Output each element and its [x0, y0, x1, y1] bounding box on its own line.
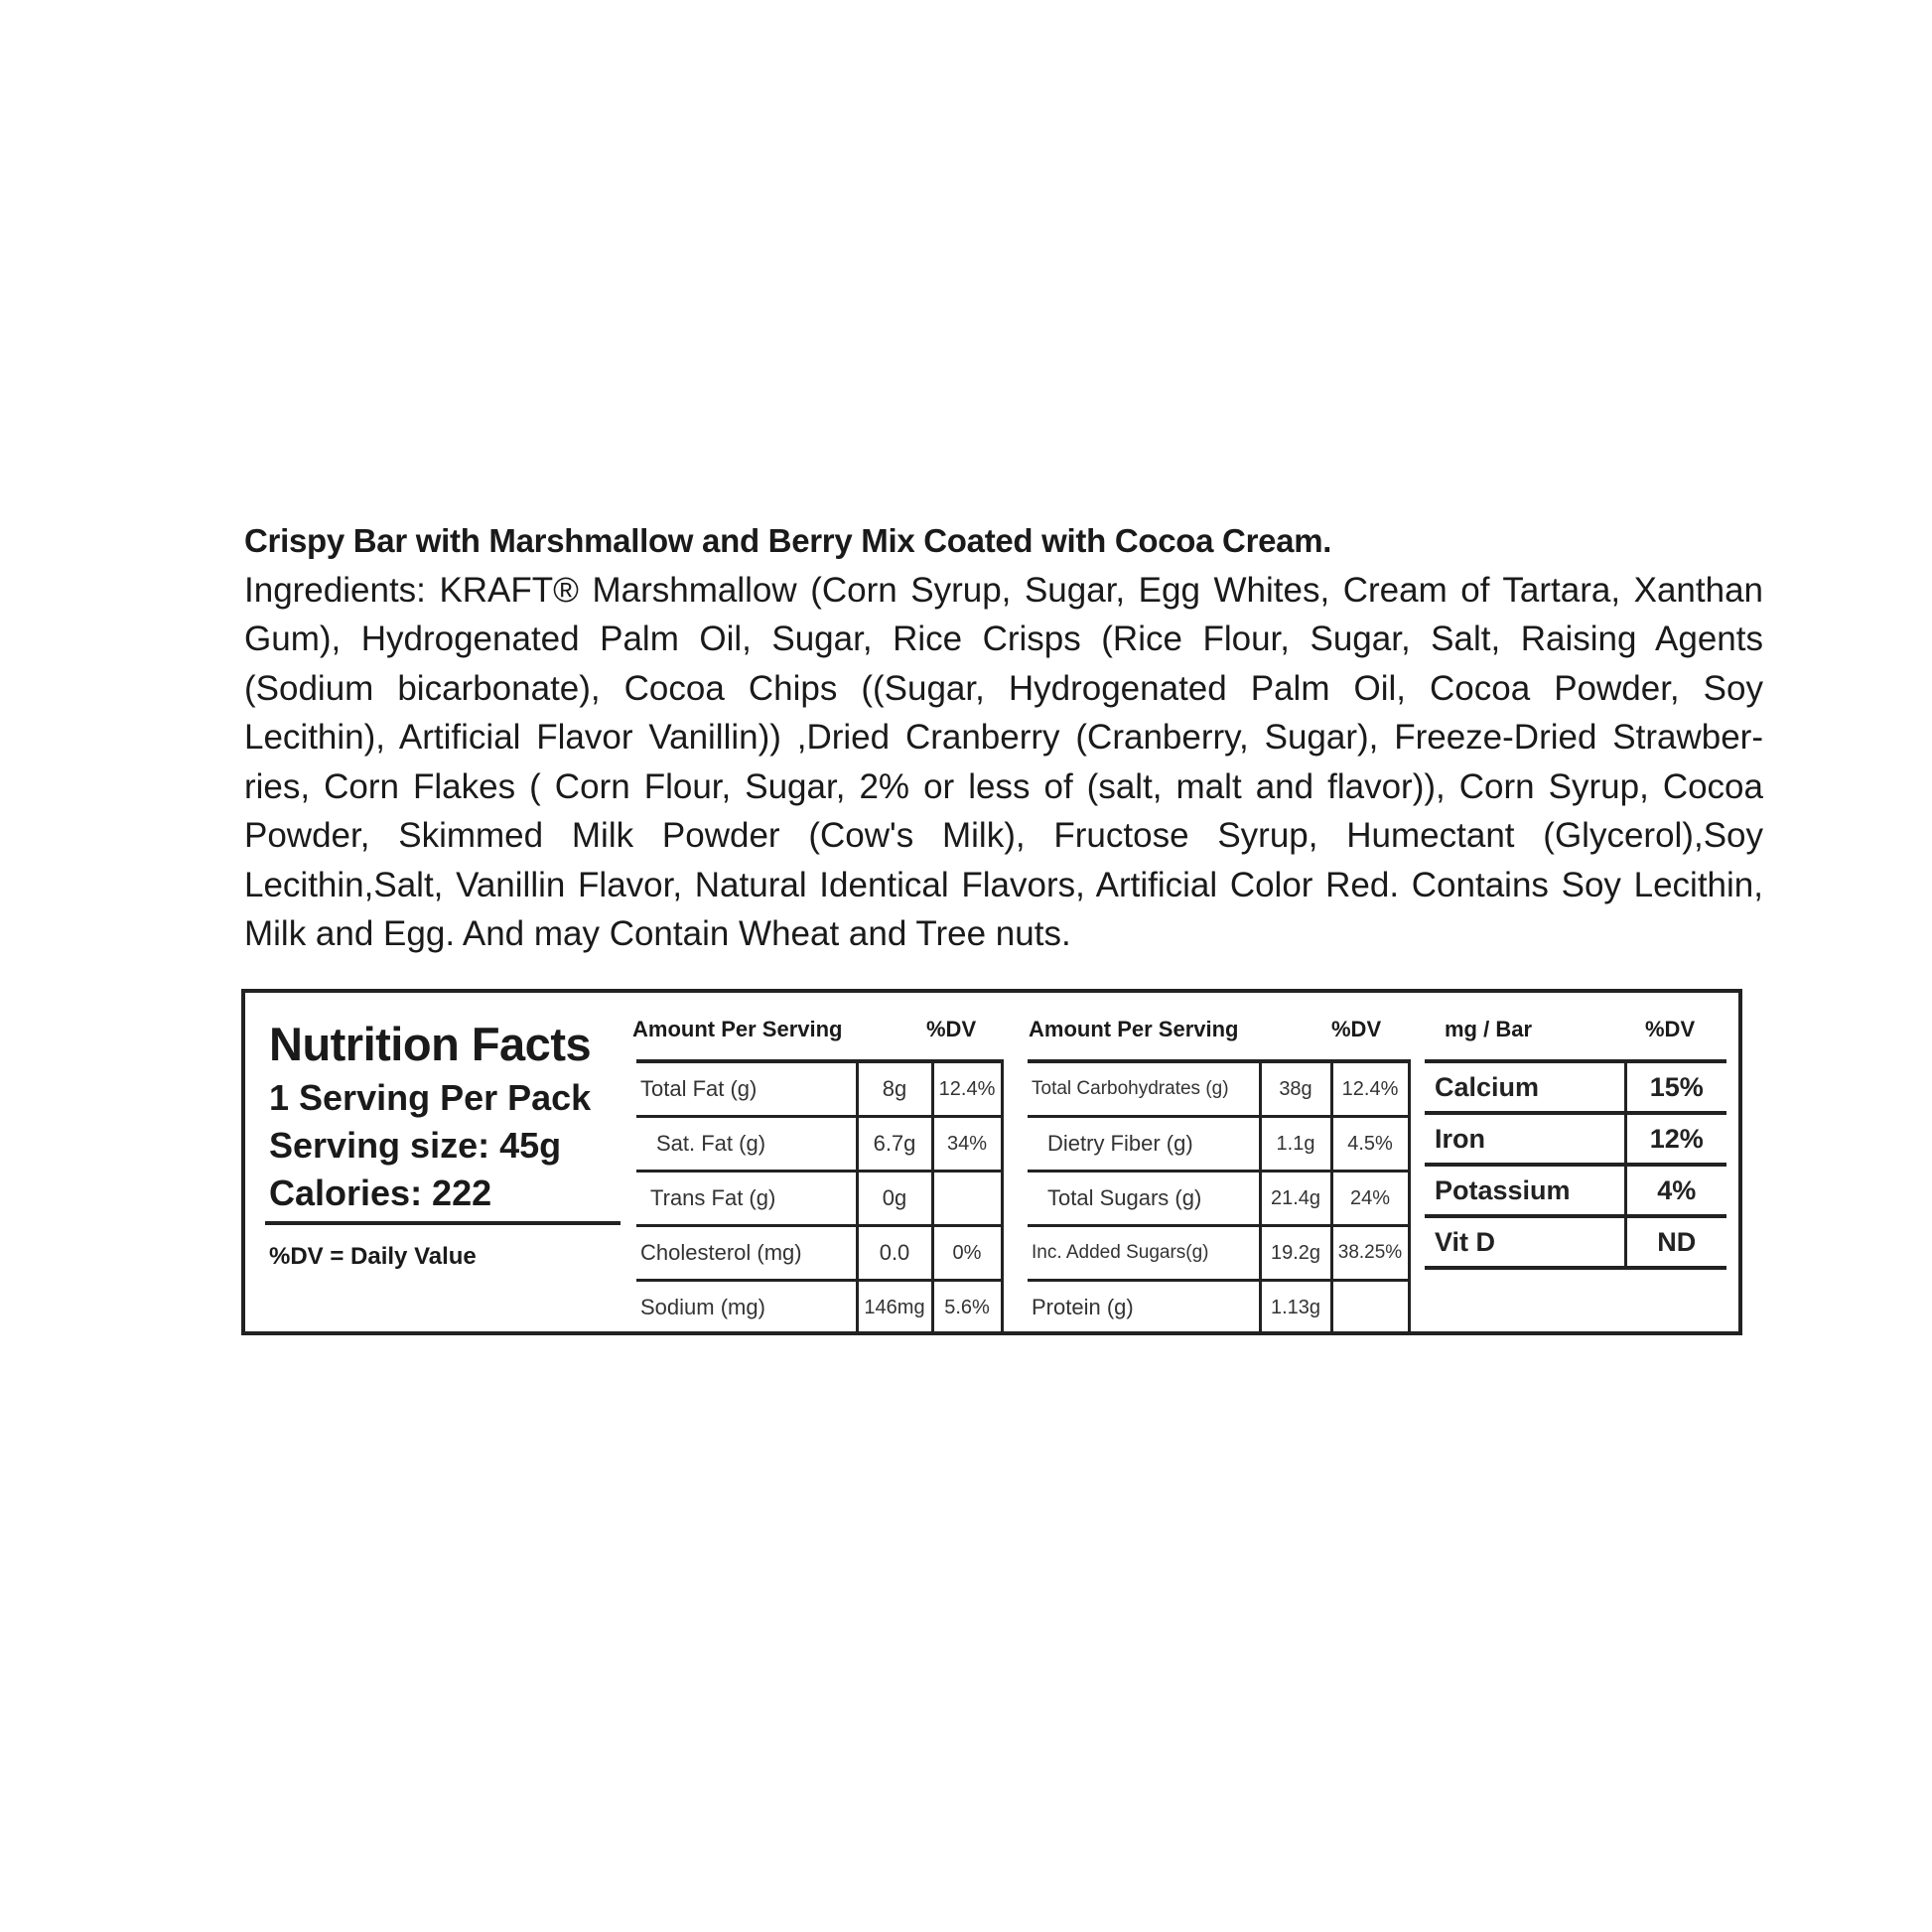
nutrient-name: Total Fat (g): [636, 1061, 857, 1117]
nutrient-dv: [932, 1172, 1002, 1226]
product-title: Crispy Bar with Marshmallow and Berry Mix Coated with Cocoa Cream.: [244, 522, 1332, 559]
nutrient-dv: 4.5%: [1331, 1117, 1409, 1172]
nutrient-amount: 6.7g: [857, 1117, 932, 1172]
table2-amount-header: Amount Per Serving: [1029, 1017, 1239, 1041]
nutrient-amount: 0g: [857, 1172, 932, 1226]
nutrient-amount: 8g: [857, 1061, 932, 1117]
nutrient-dv: 12.4%: [932, 1061, 1002, 1117]
table-row: [1028, 1226, 1409, 1281]
nutrition-facts-heading: Nutrition Facts: [269, 1018, 592, 1070]
table-row: [636, 1226, 1002, 1281]
mineral-dv: 4%: [1625, 1165, 1726, 1216]
nutrient-dv: 5.6%: [932, 1281, 1002, 1334]
table-row: [636, 1061, 1002, 1117]
table1-dv-header: %DV: [926, 1017, 977, 1041]
nutrient-name: Total Carbohydrates (g): [1028, 1061, 1260, 1117]
mineral-name: Iron: [1425, 1113, 1625, 1165]
nutrient-amount: 1.13g: [1260, 1281, 1331, 1334]
table-row: [1425, 1113, 1726, 1165]
table-row: [1028, 1117, 1409, 1172]
table-row: [636, 1281, 1002, 1334]
nutrient-name: Sat. Fat (g): [636, 1117, 857, 1172]
nutrient-amount: 21.4g: [1260, 1172, 1331, 1226]
nutrient-table-1: [636, 1059, 1004, 1333]
mineral-dv: ND: [1625, 1216, 1726, 1268]
nutrient-amount: 38g: [1260, 1061, 1331, 1117]
minerals-unit-header: mg / Bar: [1445, 1017, 1533, 1041]
dv-legend: %DV = Daily Value: [269, 1243, 477, 1270]
table-row: [1425, 1165, 1726, 1216]
mineral-name: Vit D: [1425, 1216, 1625, 1268]
table-row: [636, 1172, 1002, 1226]
nutrient-name: Trans Fat (g): [636, 1172, 857, 1226]
table-row: [1028, 1061, 1409, 1117]
servings-per-pack: 1 Serving Per Pack: [269, 1077, 592, 1118]
serving-size: Serving size: 45g: [269, 1125, 562, 1166]
calories: Calories: 222: [269, 1173, 492, 1213]
nutrient-name: Protein (g): [1028, 1281, 1260, 1334]
nutrient-name: Total Sugars (g): [1028, 1172, 1260, 1226]
nutrient-dv: 38.25%: [1331, 1226, 1409, 1281]
table-row: [1028, 1281, 1409, 1334]
minerals-dv-header: %DV: [1645, 1017, 1696, 1041]
mineral-dv: 12%: [1625, 1113, 1726, 1165]
summary-divider: [265, 1221, 621, 1225]
nutrient-dv: 34%: [932, 1117, 1002, 1172]
nutrient-dv: 12.4%: [1331, 1061, 1409, 1117]
nutrient-dv: 24%: [1331, 1172, 1409, 1226]
table2-dv-header: %DV: [1331, 1017, 1382, 1041]
nutrient-amount: 0.0: [857, 1226, 932, 1281]
nutrient-name: Inc. Added Sugars(g): [1028, 1226, 1260, 1281]
table-row: [1425, 1061, 1726, 1113]
nutrient-name: Dietry Fiber (g): [1028, 1117, 1260, 1172]
mineral-name: Calcium: [1425, 1061, 1625, 1113]
nutrition-summary: [269, 1015, 619, 1217]
nutrient-dv: 0%: [932, 1226, 1002, 1281]
mineral-dv: 15%: [1625, 1061, 1726, 1113]
mineral-name: Potassium: [1425, 1165, 1625, 1216]
nutrient-table-2: [1028, 1059, 1411, 1333]
nutrient-amount: 1.1g: [1260, 1117, 1331, 1172]
nutrient-amount: 146mg: [857, 1281, 932, 1334]
nutrient-dv: [1331, 1281, 1409, 1334]
table-row: [1425, 1216, 1726, 1268]
table-row: [1028, 1172, 1409, 1226]
nutrient-name: Cholesterol (mg): [636, 1226, 857, 1281]
nutrition-facts-panel: [241, 989, 1742, 1335]
nutrient-name: Sodium (mg): [636, 1281, 857, 1334]
nutrient-amount: 19.2g: [1260, 1226, 1331, 1281]
table-row: [636, 1117, 1002, 1172]
ingredients-block: [244, 516, 1763, 959]
minerals-table: [1425, 1059, 1726, 1270]
table1-amount-header: Amount Per Serving: [632, 1017, 843, 1041]
ingredients-text: Ingredients: KRAFT® Marshmallow (Corn Syrup, Sugar, Egg Whites, Cream of Tartara, Xanthan Gum), Hydrogenated Palm Oil, Sugar, Rice Crisps (Rice Flour, Sugar, Salt, Raising Agents (Sodium bicarbonate), Cocoa Chips ((Sugar, Hydrogenated Palm Oil, Cocoa Powder, Soy Lecithin), Artificial Flavor Vanillin)) ,Dried Cranberry (Cranberry, Sugar), Freeze-Dried Strawber-ries, Corn Flakes ( Corn Flour, Sugar, 2% or less of (salt, malt and flavor)), Corn Syrup, Cocoa Powder, Skimmed Milk Powder (Cow's Milk), Fructose Syrup, Humectant (Glycerol),Soy Lecithin,Salt, Vanillin Flavor, Natural Identical Flavors, Artificial Color Red. Contains Soy Lecithin, Milk and Egg. And may Contain Wheat and Tree nuts.: [244, 570, 1763, 953]
